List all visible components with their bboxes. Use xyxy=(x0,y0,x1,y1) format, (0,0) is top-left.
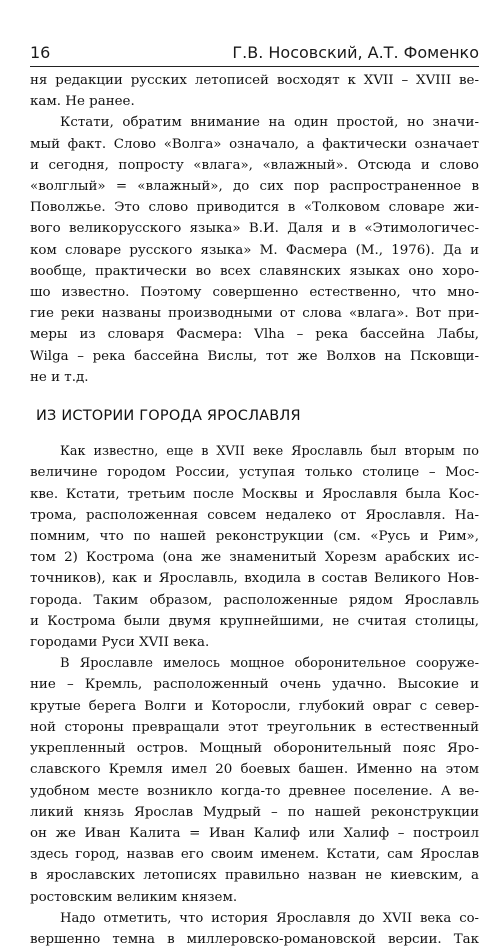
paragraph-4 xyxy=(30,653,479,907)
text-line: крутые берега Волги и Которосли, глубокий овраг с север- xyxy=(30,698,479,714)
text-line: ние – Кремль, расположенный очень удачно. Высокие и xyxy=(30,677,479,693)
text-line: в ярославских летописях правильно назван не киевским, а xyxy=(30,868,479,884)
text-line: Как известно, еще в XVII веке Ярославль был вторым по xyxy=(60,444,479,460)
text-line: и сегодня, попросту «влага», «влажный». Отсюда и слово xyxy=(30,157,479,173)
paragraph-3 xyxy=(30,441,479,653)
text-line: здесь город, назвав его своим именем. Кстати, сам Ярослав xyxy=(30,847,479,863)
text-line: трома, расположенная совсем недалеко от Ярославля. На- xyxy=(30,507,479,523)
text-line: гие реки названы производными от слова «влага». Вот при- xyxy=(30,306,479,322)
text-line: величине городом России, уступая только столице – Мос- xyxy=(30,465,479,481)
text-line: славского Кремля имел 20 боевых башен. Именно на этом xyxy=(30,762,479,778)
text-line: Поволжье. Это слово приводится в «Толковом словаре жи- xyxy=(30,200,479,216)
header-rule xyxy=(30,66,479,67)
text-line: В Ярославле имелось мощное оборонительное сооруже- xyxy=(60,656,479,672)
text-line: ростовским великим князем. xyxy=(30,889,238,905)
text-line: ликий князь Ярослав Мудрый – по нашей реконструкции xyxy=(30,804,479,820)
text-line: вообще, практически во всех славянских языках оно хоро- xyxy=(30,263,479,279)
text-line: мый факт. Слово «Волга» означало, а фактически означает xyxy=(30,136,479,152)
text-line: он же Иван Калита = Иван Калиф или Халиф – построил xyxy=(30,825,479,841)
text-line: укрепленный остров. Мощный оборонительный пояс Яро- xyxy=(30,741,479,757)
text-line: меры из словаря Фасмера: Vlha – река бассейна Лабы, xyxy=(30,327,479,343)
text-line: помним, что по нашей реконструкции (см. «Русь и Рим», xyxy=(30,529,479,545)
page-number: 16 xyxy=(30,43,51,62)
text-line: вого великорусского языка» В.И. Даля и в «Этимологичес- xyxy=(30,221,479,237)
text-line: ня редакции русских летописей восходят к XVII – XVIII ве- xyxy=(30,73,479,88)
paragraph-5 xyxy=(30,908,479,950)
text-line: и Кострома были двумя крупнейшими, не считая столицы, xyxy=(30,613,479,629)
text-line: кам. Не ранее. xyxy=(30,94,135,110)
text-line: городами Руси XVII века. xyxy=(30,635,210,651)
text-line: том 2) Кострома (она же знаменитый Хорезм арабских ис- xyxy=(30,550,479,566)
text-line: ком словаре русского языка» М. Фасмера (М., 1976). Да и xyxy=(30,242,479,258)
text-line: шо известно. Поэтому совершенно естественно, что мно- xyxy=(30,285,479,301)
paragraph-2 xyxy=(30,112,479,388)
text-line: кве. Кстати, третьим после Москвы и Ярославля была Кос- xyxy=(30,486,479,502)
text-line: удобном месте возникло когда-то древнее поселение. А ве- xyxy=(30,783,479,799)
running-head xyxy=(30,38,479,62)
text-line: не и т.д. xyxy=(30,369,89,385)
paragraph-1 xyxy=(30,70,479,112)
authors: Г.В. Носовский, А.Т. Фоменко xyxy=(232,43,479,62)
page-body xyxy=(30,70,479,950)
text-line: вершенно темна в миллеровско-романовской версии. Так xyxy=(30,931,479,947)
section-heading: ИЗ ИСТОРИИ ГОРОДА ЯРОСЛАВЛЯ xyxy=(36,408,301,425)
text-line: Надо отметить, что история Ярославля до XVII века со- xyxy=(60,910,479,926)
text-line: Wilga – река бассейна Вислы, тот же Волхов на Псковщи- xyxy=(30,348,479,364)
text-line: ной стороны превращали этот треугольник в естественный xyxy=(30,719,479,735)
text-line: Кстати, обратим внимание на один простой, но значи- xyxy=(60,115,479,131)
text-line: «волглый» = «влажный», до сих пор распространенное в xyxy=(30,179,479,195)
text-line: точников), как и Ярославль, входила в состав Великого Нов- xyxy=(30,571,479,587)
text-line: города. Таким образом, расположенные рядом Ярославль xyxy=(30,592,479,608)
